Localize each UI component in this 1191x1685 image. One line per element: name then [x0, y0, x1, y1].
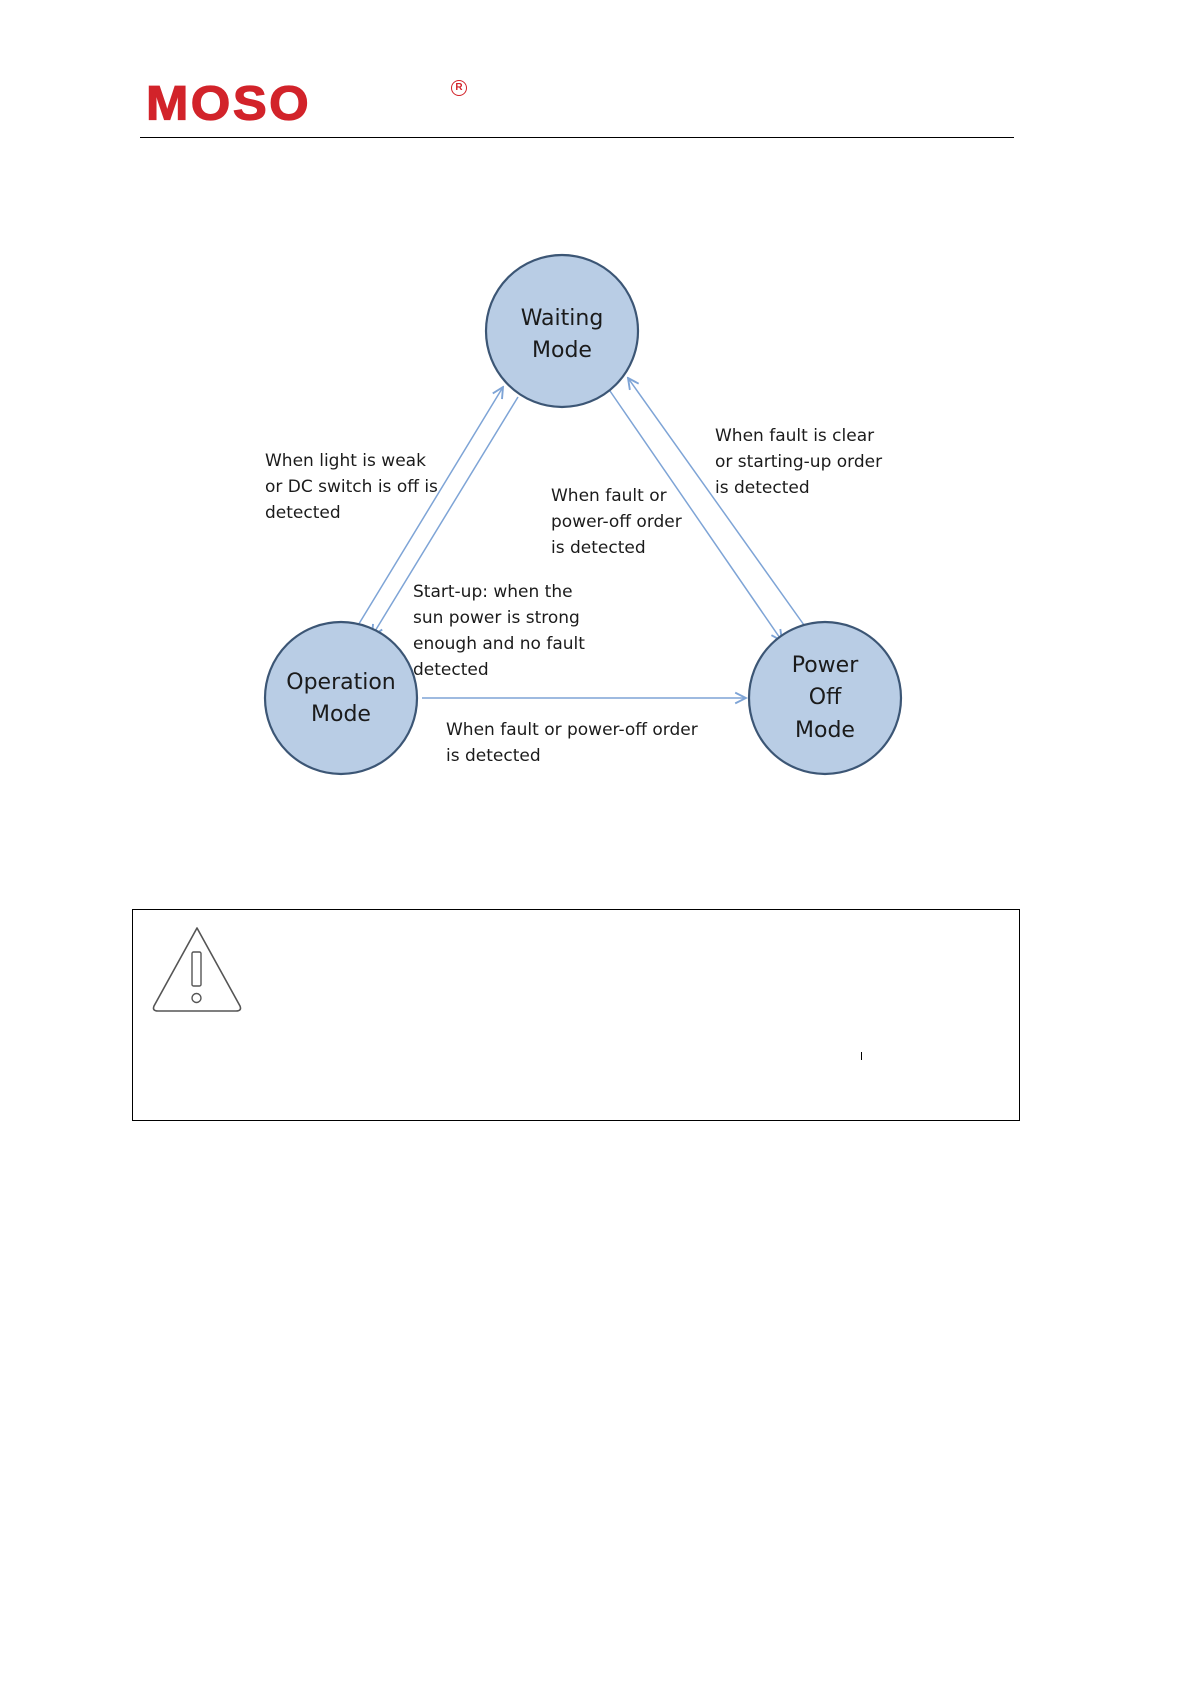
label-operation-to-waiting — [265, 451, 438, 523]
state-power-off-line2: Off — [808, 685, 842, 710]
edge-label-line: or starting-up order — [715, 452, 883, 472]
state-waiting-line2: Mode — [532, 338, 592, 363]
state-operation-line2: Mode — [311, 702, 371, 727]
state-power-off-line1: Power — [791, 653, 859, 678]
edge-label-line: enough and no fault — [413, 634, 585, 654]
registered-mark-icon: R — [451, 80, 467, 96]
state-power-off-mode — [749, 622, 901, 774]
logo-wordmark: MOSO — [146, 76, 312, 131]
edge-label-line: is detected — [446, 746, 541, 766]
state-power-off-line3: Mode — [795, 718, 855, 743]
edge-label-line: is detected — [715, 478, 810, 498]
label-waiting-to-operation — [413, 582, 585, 680]
text-cursor-mark — [861, 1052, 862, 1060]
edge-label-line: When fault is clear — [715, 426, 875, 446]
edge-label-line: Start-up: when the — [413, 582, 573, 602]
edge-label-line: sun power is strong — [413, 608, 580, 628]
state-waiting-line1: Waiting — [520, 306, 604, 331]
label-operation-to-power-off — [446, 720, 698, 766]
edge-label-line: When fault or power-off order — [446, 720, 698, 740]
state-waiting-mode — [486, 255, 638, 407]
label-waiting-to-power-off — [551, 486, 682, 558]
edge-label-line: detected — [413, 660, 489, 680]
edge-label-line: power-off order — [551, 512, 682, 532]
state-operation-line1: Operation — [286, 670, 396, 695]
edge-label-line: or DC switch is off is — [265, 477, 438, 497]
edge-label-line: When light is weak — [265, 451, 426, 471]
state-operation-mode — [265, 622, 417, 774]
edge-label-line: is detected — [551, 538, 646, 558]
warning-box — [132, 909, 1020, 1121]
warning-triangle-icon — [145, 918, 249, 1018]
edge-label-line: When fault or — [551, 486, 667, 506]
label-power-off-to-waiting — [715, 426, 882, 498]
edge-label-line: detected — [265, 503, 341, 523]
